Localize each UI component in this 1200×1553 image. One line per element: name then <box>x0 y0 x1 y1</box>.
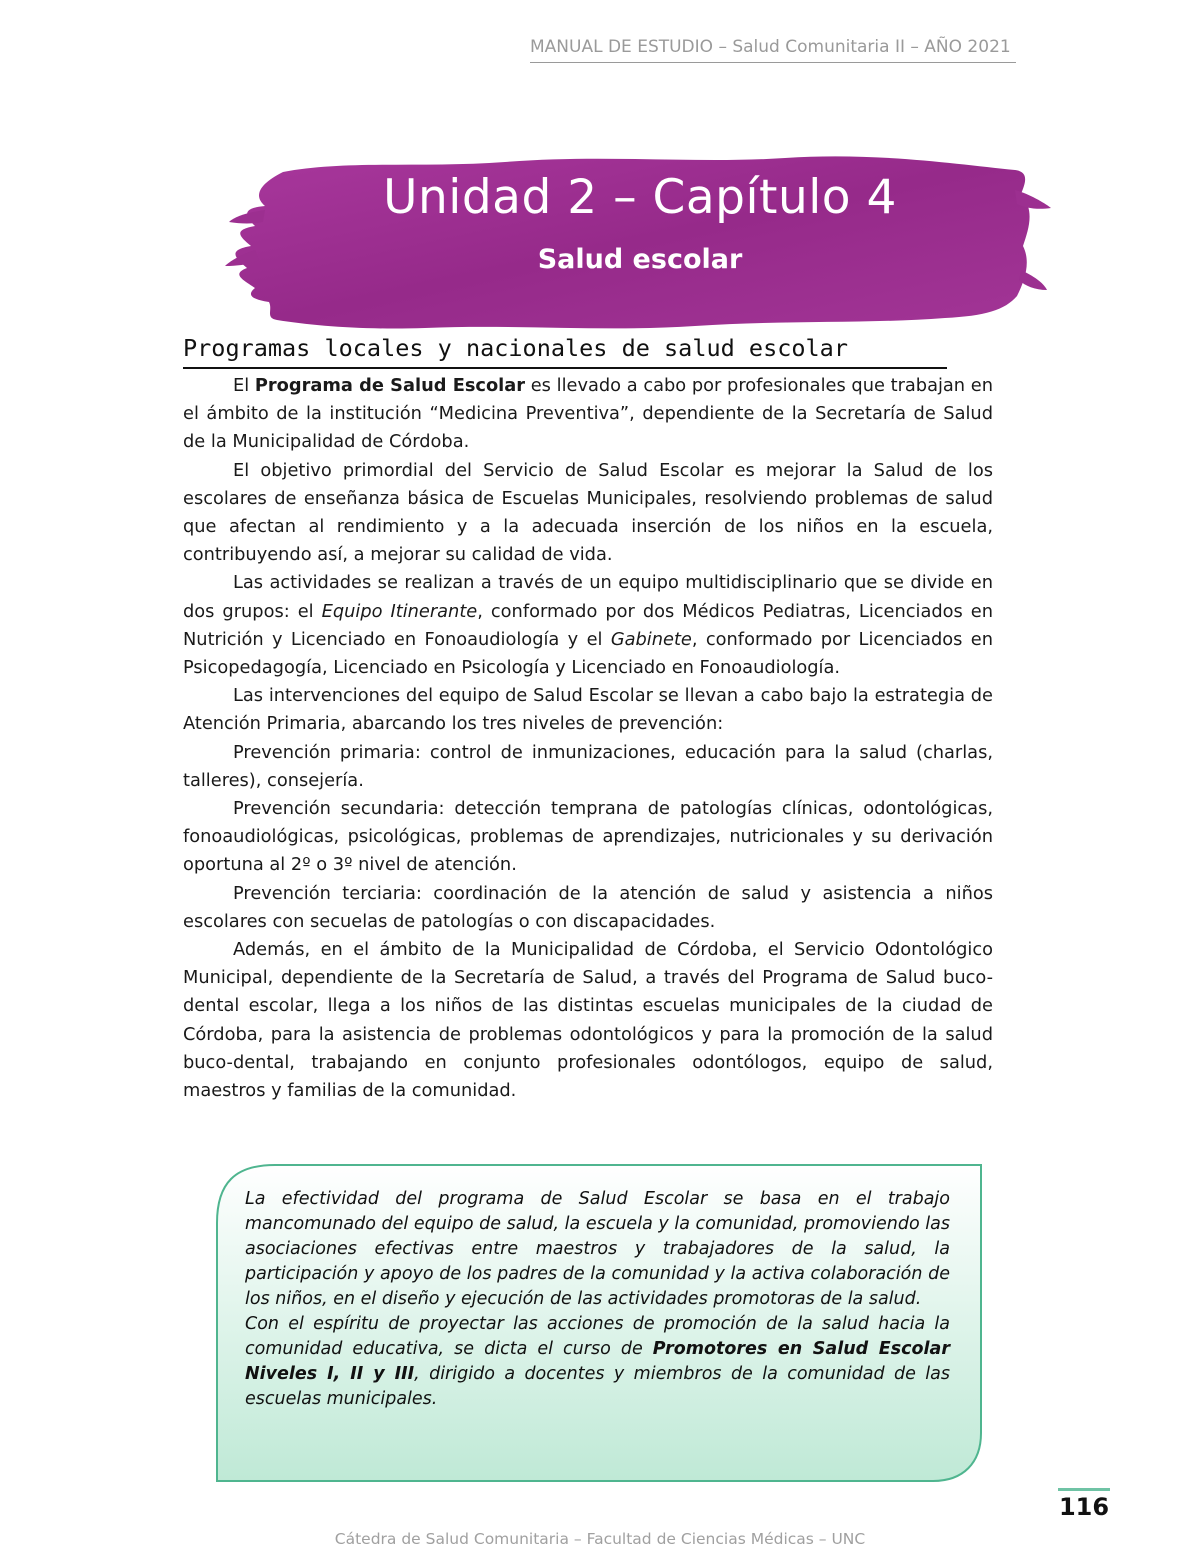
page-footer: Cátedra de Salud Comunitaria – Facultad de Ciencias Médicas – UNC <box>334 1530 866 1548</box>
text-run: , conformado por Licenciados en Psicopedagogía, Licenciado en Psicología y Licenciado en Fonoaudiología. <box>183 628 993 679</box>
callout-paragraph: La efectividad del programa de Salud Escolar se basa en el trabajo mancomunado del equipo de salud, la escuela y la comunidad, promoviendo las asociaciones efectivas entre maestros y trabajadores de la salud, la participación y apoyo de los padres de la comunidad y la activa colaboración de los niños, en el diseño y ejecución de las actividades promotoras de la salud. <box>245 1189 950 1309</box>
text-run: es llevado a cabo por profesionales que trabajan en el ámbito de la institución “Medicina Preventiva”, dependiente de la Secretaría de Salud de la Municipalidad de Córdoba. <box>183 375 993 453</box>
chapter-banner <box>225 150 1055 335</box>
emphasis: Equipo Itinerante <box>321 600 478 622</box>
body-text <box>183 372 993 1105</box>
running-header: MANUAL DE ESTUDIO – Salud Comunitaria II – AÑO 2021 <box>530 37 1020 57</box>
text-run: , conformado por dos Médicos Pediatras, Licenciados en Nutrición y Licenciado en Fonoaudiología y el <box>183 600 993 650</box>
page-number-rule <box>1058 1488 1110 1491</box>
page-number: 116 <box>1058 1493 1110 1521</box>
paragraph: Además, en el ámbito de la Municipalidad de Córdoba, el Servicio Odontológico Municipal, dependiente de la Secretaría de Salud, a través del Programa de Salud buco-dental escolar, llega a los niños de las distintas escuelas municipales de la ciudad de Córdoba, para la asistencia de problemas odontológicos y para la promoción de la salud buco-dental, trabajando en conjunto profesionales odontólogos, equipo de salud, maestros y familias de la comunidad. <box>183 939 993 1102</box>
text-run: El <box>233 375 255 396</box>
course-name: Promotores en Salud Escolar Niveles I, II y III <box>245 1339 950 1384</box>
chapter-subtitle: Salud escolar <box>537 244 743 275</box>
callout-box <box>215 1163 985 1483</box>
paragraph: Prevención primaria: control de inmunizaciones, educación para la salud (charlas, talleres), consejería. <box>183 741 993 791</box>
chapter-title: Unidad 2 – Capítulo 4 <box>383 170 897 225</box>
paragraph <box>183 569 993 682</box>
paragraph <box>183 372 993 457</box>
text-run: Con el espíritu de proyectar las acciones de promoción de la salud hacia la comunidad educativa, se dicta el curso de <box>245 1314 950 1359</box>
paragraph: El objetivo primordial del Servicio de Salud Escolar es mejorar la Salud de los escolares de enseñanza básica de Escuelas Municipales, resolviendo problemas de salud que afectan al rendimiento y a la adecuada inserción de los niños en la escuela, contribuyendo así, a mejorar su calidad de vida. <box>183 459 993 566</box>
text-run: Las actividades se realizan a través de un equipo multidisciplinario que se divide en dos grupos: el <box>183 572 993 622</box>
callout-paragraph <box>245 1312 950 1412</box>
emphasis: Gabinete <box>610 628 692 650</box>
paragraph: Las intervenciones del equipo de Salud Escolar se llevan a cabo bajo la estrategia de Atención Primaria, abarcando los tres niveles de prevención: <box>183 685 993 735</box>
program-name: Programa de Salud Escolar <box>254 375 526 396</box>
paragraph: Prevención secundaria: detección temprana de patologías clínicas, odontológicas, fonoaudiológicas, psicológicas, problemas de aprendizajes, nutricionales y su derivación oportuna al 2º o 3º nivel de atención. <box>183 798 993 876</box>
callout-text <box>245 1187 950 1412</box>
paragraph: Prevención terciaria: coordinación de la atención de salud y asistencia a niños escolares con secuelas de patologías o con discapacidades. <box>183 882 993 932</box>
text-run: , dirigido a docentes y miembros de la comunidad de las escuelas municipales. <box>245 1364 950 1409</box>
section-heading: Programas locales y nacionales de salud escolar <box>183 334 953 362</box>
